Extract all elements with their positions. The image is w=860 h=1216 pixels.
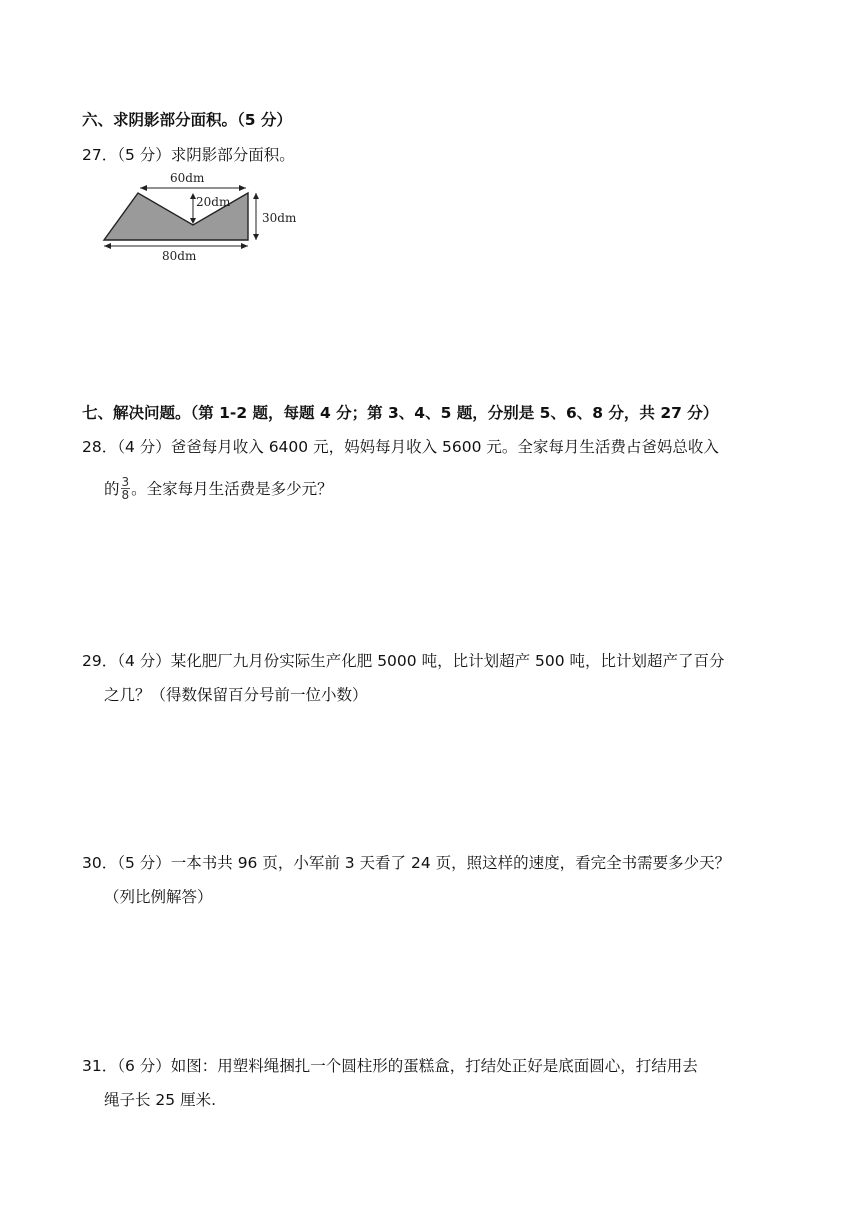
bottom-dimension-label: 80dm — [162, 249, 197, 263]
top-arrow-right — [239, 185, 246, 191]
shaded-area-figure — [98, 168, 308, 264]
top-dimension-label: 60dm — [170, 171, 205, 185]
section-6-heading: 六、求阴影部分面积。（5 分） — [82, 111, 292, 129]
question-27-text: 27．（5 分）求阴影部分面积。 — [82, 146, 295, 164]
question-30-line-1: 30．（5 分）一本书共 96 页，小军前 3 天看了 24 页，照这样的速度，看完全书需要多少天？ — [82, 854, 731, 872]
question-29-line-1: 29．（4 分）某化肥厂九月份实际生产化肥 5000 吨，比计划超产 500 吨，比计划超产了百分 — [82, 652, 725, 670]
middle-dimension-label: 20dm — [196, 195, 231, 209]
right-arrow-top — [253, 193, 259, 199]
fraction-denominator: 8 — [121, 488, 130, 502]
right-arrow-bottom — [253, 234, 259, 240]
question-31-line-1: 31．（6 分）如图：用塑料绳捆扎一个圆柱形的蛋糕盒，打结处正好是底面圆心，打结用去 — [82, 1057, 698, 1075]
top-arrow-left — [140, 185, 147, 191]
question-28-line-1: 28．（4 分）爸爸每月收入 6400 元，妈妈每月收入 5600 元。全家每月生活费占爸妈总收入 — [82, 438, 719, 456]
question-31-line-2: 绳子长 25 厘米. — [104, 1091, 217, 1109]
question-28-line-2 — [104, 477, 333, 502]
fraction-numerator: 3 — [121, 475, 130, 489]
question-28-suffix: 。全家每月生活费是多少元？ — [131, 480, 333, 498]
bottom-arrow-left — [104, 243, 111, 249]
fraction-three-eighths — [121, 476, 131, 501]
right-dimension-label: 30dm — [262, 211, 297, 225]
question-29-line-2: 之几？（得数保留百分号前一位小数） — [104, 686, 368, 704]
section-7-heading: 七、解决问题。（第 1-2 题，每题 4 分；第 3、4、5 题，分别是 5、6、8 分，共 27 分） — [82, 404, 719, 422]
question-30-line-2: （列比例解答） — [104, 888, 213, 906]
bottom-arrow-right — [241, 243, 248, 249]
question-28-prefix: 的 — [104, 480, 120, 498]
